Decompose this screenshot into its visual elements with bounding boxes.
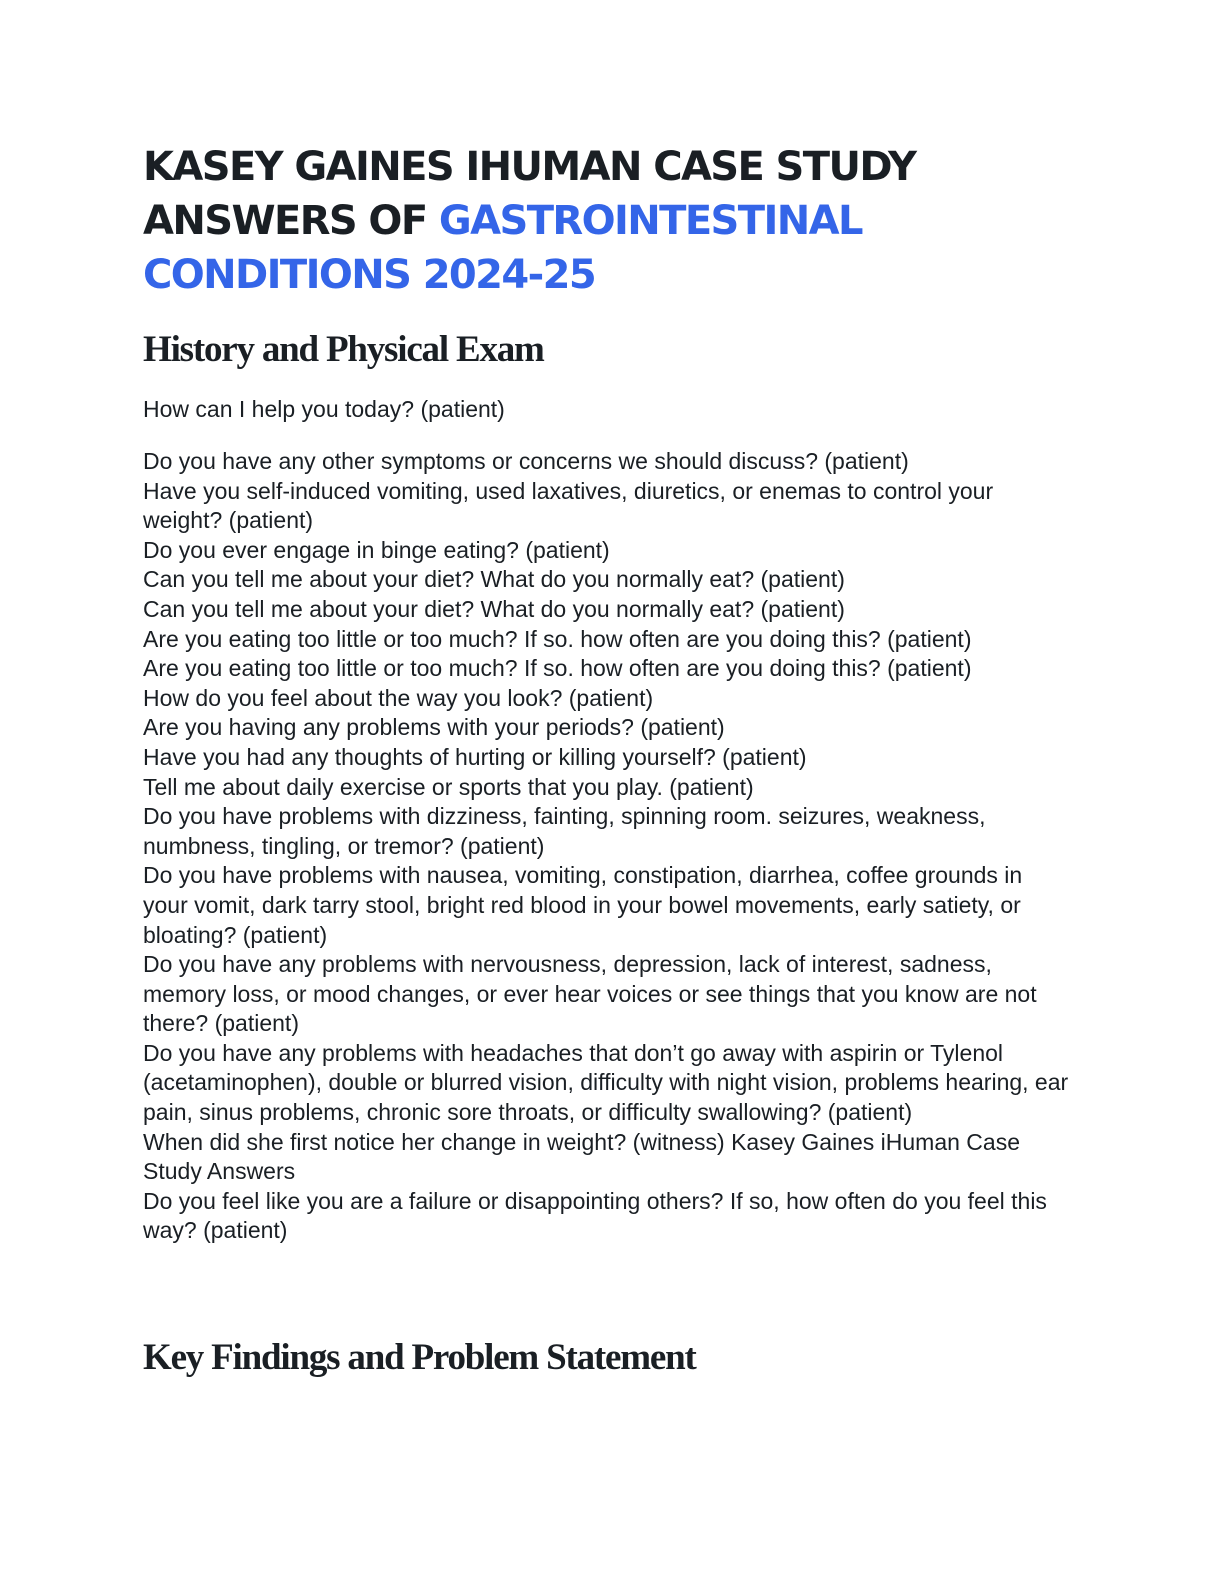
- question-item: Have you had any thoughts of hurting or killing yourself? (patient): [143, 743, 807, 770]
- question-item: Can you tell me about your diet? What do you normally eat? (patient): [143, 566, 845, 593]
- question-item: How do you feel about the way you look? (patient): [143, 684, 654, 711]
- question-item: Do you have problems with nausea, vomiting, constipation, diarrhea, coffee grounds in your vomit, dark tarry stool, bright red blood in your bowel movements, early satiety, or bloating? (patient): [143, 862, 1023, 948]
- question-item: Have you self-induced vomiting, used laxatives, diuretics, or enemas to control your weight? (patient): [143, 477, 994, 534]
- title-accent: GASTROINTESTINAL CONDITIONS 2024-25: [143, 198, 862, 298]
- question-item: Are you eating too little or too much? If so. how often are you doing this? (patient): [143, 625, 972, 652]
- question-list: [143, 447, 1073, 1246]
- question-item: Do you have any problems with nervousness, depression, lack of interest, sadness, memory loss, or mood changes, or ever hear voices or see things that you know are not there? (patient): [143, 951, 1037, 1037]
- intro-question: How can I help you today? (patient): [143, 396, 505, 422]
- question-item: Can you tell me about your diet? What do you normally eat? (patient): [143, 595, 845, 622]
- question-item: Do you have problems with dizziness, fainting, spinning room. seizures, weakness, numbness, tingling, or tremor? (patient): [143, 803, 986, 859]
- question-item: Are you having any problems with your periods? (patient): [143, 714, 725, 741]
- section-heading-history: History and Physical Exam: [143, 329, 544, 370]
- question-item: Do you ever engage in binge eating? (patient): [143, 536, 610, 563]
- section-heading-key-findings: Key Findings and Problem Statement: [143, 1337, 696, 1378]
- question-item: Are you eating too little or too much? If so. how often are you doing this? (patient): [143, 655, 972, 682]
- question-item: Do you have any problems with headaches that don’t go away with aspirin or Tylenol (acetaminophen), double or blurred vision, difficulty with night vision, problems hearing, ear pain, sinus problems, chronic sore throats, or difficulty swallowing? (patient): [143, 1039, 1069, 1126]
- document-title: [143, 140, 1103, 302]
- question-item: Do you have any other symptoms or concerns we should discuss? (patient): [143, 448, 909, 474]
- question-item: Tell me about daily exercise or sports that you play. (patient): [143, 773, 754, 800]
- question-item: Do you feel like you are a failure or disappointing others? If so, how often do you feel this way? (patient): [143, 1187, 1047, 1244]
- title-main: KASEY GAINES IHUMAN CASE STUDY ANSWERS OF: [143, 144, 916, 244]
- question-item: When did she first notice her change in weight? (witness) Kasey Gaines iHuman Case Study Answers: [143, 1128, 1020, 1185]
